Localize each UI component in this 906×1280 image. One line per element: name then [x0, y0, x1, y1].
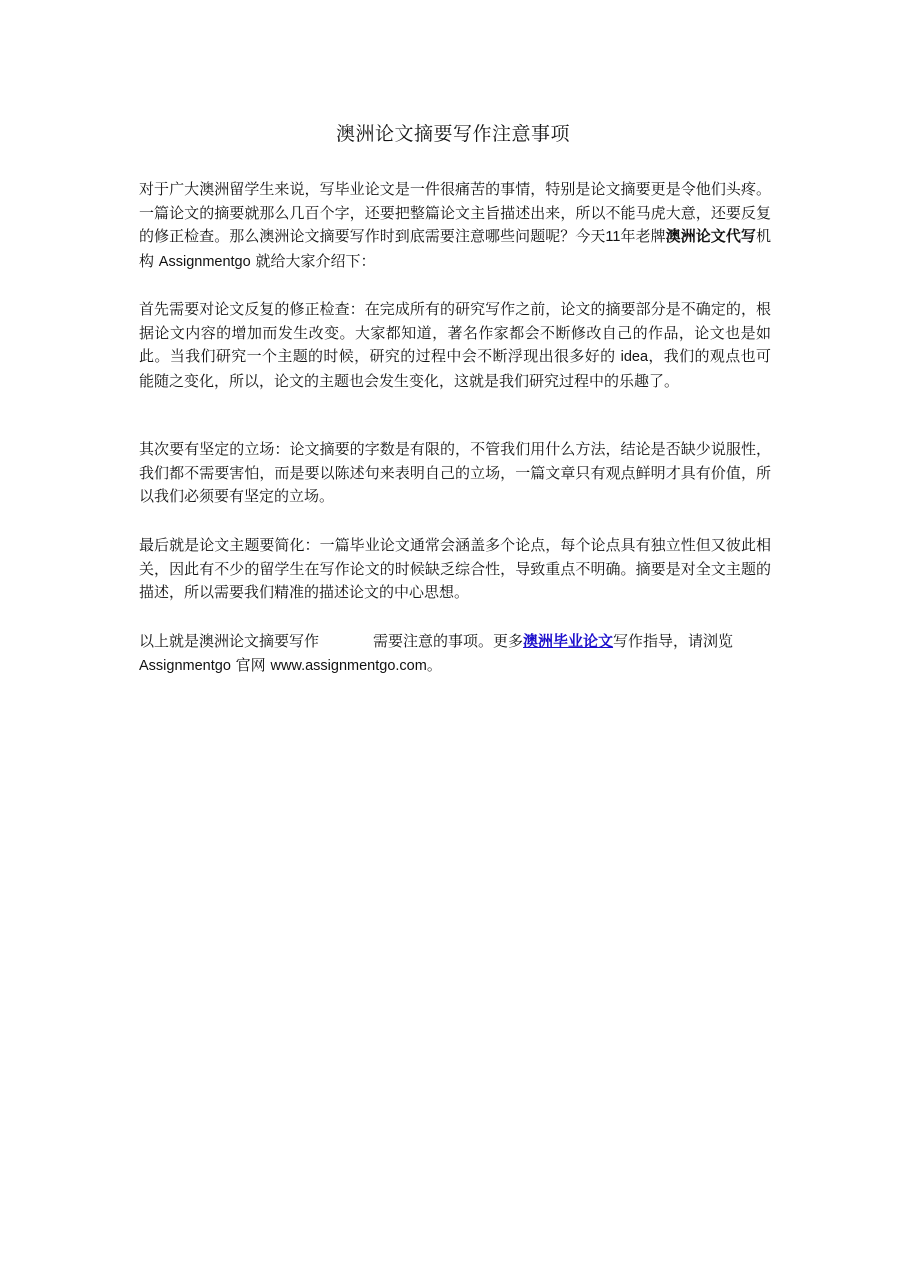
intro-text-3: 机构 [139, 227, 771, 270]
idea-word: idea [620, 349, 649, 365]
conclusion-text-5: 。 [426, 655, 442, 674]
website-url: www.assignmentgo.com [270, 657, 427, 674]
paragraph-conclusion [139, 630, 771, 678]
paragraph-simplify: 最后就是论文主题要简化：一篇毕业论文通常会涵盖多个论点，每个论点具有独立性但又彼此相关，因此有不少的留学生在写作论文的时候缺乏综合性，导致重点不明确。摘要是对全文主题的描述，所以需要我们精准的描述论文的中心思想。 [139, 536, 771, 601]
conclusion-text-3: 写作指导，请浏览 [613, 632, 734, 650]
revision-text: 首先需要对论文反复的修正检查：在完成所有的研究写作之前，论文的摘要部分是不确定的，根据论文内容的增加而发生改变。大家都知道，著名作家都会不断修改自己的作品，论文也是如此。当我们研究一个主题的时候，研究的过程中会不断浮现出很多好的 [139, 300, 771, 365]
intro-text-2: 年老牌 [620, 227, 666, 245]
brand-name-2: Assignmentgo [139, 657, 231, 674]
intro-text: 对于广大澳洲留学生来说，写毕业论文是一件很痛苦的事情，特别是论文摘要更是令他们头疼。一篇论文的摘要就那么几百个字，还要把整篇论文主旨描述出来，所以不能马虎大意，还要反复的修正检查。那么澳洲论文摘要写作时到底需要注意哪些问题呢？今天 [139, 180, 771, 245]
intro-year-number: 11 [605, 229, 621, 245]
bold-keyword: 澳洲论文代写 [665, 227, 756, 245]
thesis-link[interactable]: 澳洲毕业论文 [523, 632, 614, 650]
paragraph-intro [139, 178, 771, 274]
revision-text-2: ，我们的观点也可能随之变化，所以，论文的主题也会发生变化，这就是我们研究过程中的乐趣了。 [139, 347, 771, 390]
conclusion-text-2: 需要注意的事项。更多 [373, 632, 524, 650]
paragraph-stance: 其次要有坚定的立场：论文摘要的字数是有限的，不管我们用什么方法，结论是否缺少说服性，我们都不需要害怕，而是要以陈述句来表明自己的立场，一篇文章只有观点鲜明才具有价值，所以我们必须要有坚定的立场。 [139, 440, 771, 505]
conclusion-text-4: 官网 [235, 655, 266, 674]
intro-text-4: 就给大家介绍下： [255, 251, 376, 270]
document-title: 澳洲论文摘要写作注意事项 [335, 123, 570, 145]
paragraph-revision [139, 298, 771, 393]
brand-name: Assignmentgo [158, 253, 251, 270]
conclusion-text: 以上就是澳洲论文摘要写作 [139, 632, 320, 650]
